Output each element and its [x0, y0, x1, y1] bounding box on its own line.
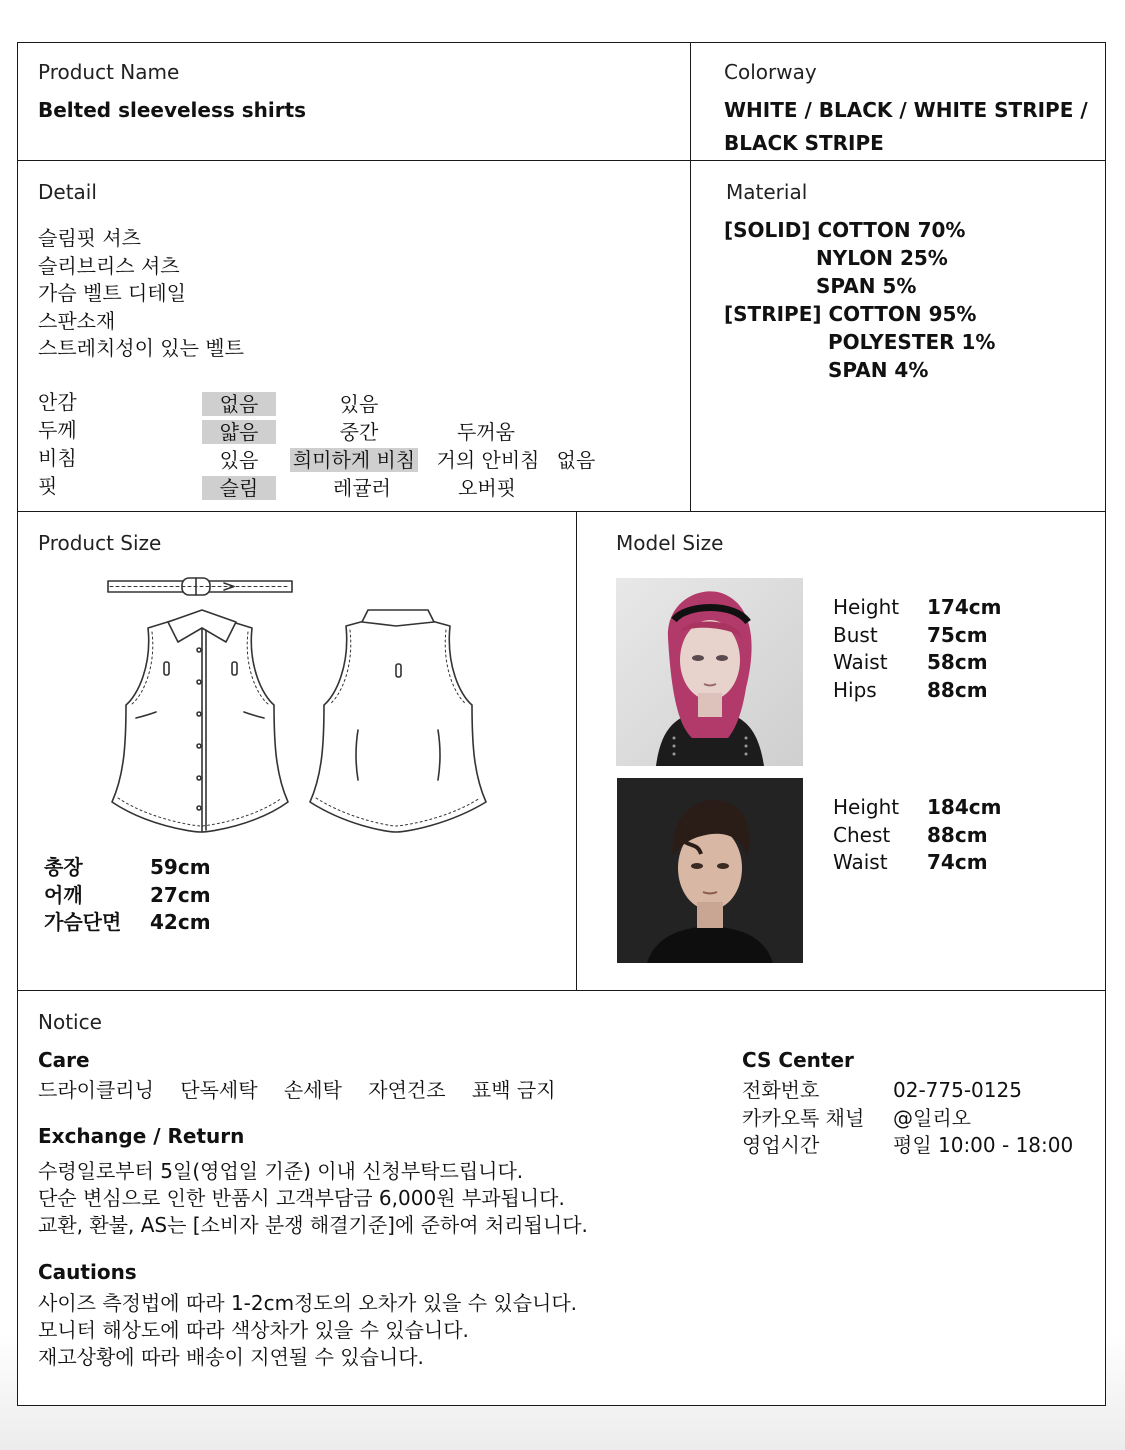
measure-row: [833, 822, 1001, 850]
attr-thickness-option: 두꺼움: [457, 420, 515, 444]
cs-kakao-channel[interactable]: @일리오: [893, 1105, 971, 1130]
cs-phone[interactable]: 02-775-0125: [893, 1078, 1022, 1102]
measure-value: 184cm: [927, 795, 1002, 819]
notice-label: Notice: [38, 1010, 102, 1034]
product-name-label: Product Name: [38, 60, 180, 84]
care-item: 드라이클리닝: [38, 1078, 154, 1102]
material-line: NYLON 25%: [816, 246, 948, 270]
measure-key: Bust: [833, 622, 878, 647]
material-line: SPAN 4%: [828, 358, 929, 382]
attr-fit-option: 레귤러: [333, 476, 391, 500]
measure-value: 74cm: [927, 850, 988, 874]
care-item: 표백 금지: [471, 1078, 556, 1102]
detail-line: 슬리브리스 셔츠: [38, 253, 180, 278]
cs-row: [742, 1077, 1073, 1105]
female-model-photo: [616, 578, 803, 766]
colorway-line-1: WHITE / BLACK / WHITE STRIPE /: [724, 98, 1088, 122]
attr-sheer-label: 비침: [38, 446, 77, 470]
divider: [17, 511, 1106, 512]
size-key: 가슴단면: [44, 910, 122, 934]
attr-sheer-option: 있음: [219, 448, 259, 472]
exchange-title: Exchange / Return: [38, 1124, 245, 1148]
detail-list: [38, 225, 244, 363]
size-value: 27cm: [150, 882, 211, 907]
measure-value: 174cm: [927, 595, 1002, 619]
material-line: POLYESTER 1%: [828, 330, 996, 354]
exchange-line: 교환, 환불, AS는 [소비자 분쟁 해결기준]에 준하여 처리됩니다.: [38, 1213, 588, 1237]
male-model-photo: [617, 778, 803, 963]
cs-key: 영업시간: [742, 1133, 820, 1157]
female-model-measurements: [833, 594, 1001, 704]
material-label: Material: [726, 180, 808, 204]
cs-row: [742, 1132, 1073, 1160]
divider: [17, 990, 1106, 991]
measure-key: Waist: [833, 850, 888, 874]
size-key: 어깨: [44, 882, 83, 907]
cs-center-title: CS Center: [742, 1048, 854, 1072]
attr-lining-option: 있음: [339, 392, 379, 416]
exchange-text: [38, 1158, 588, 1239]
measure-row: [833, 622, 1001, 650]
measure-row: [833, 677, 1001, 705]
size-value: 59cm: [150, 855, 211, 879]
attr-fit-option-selected: 슬림: [202, 476, 276, 500]
colorway-label: Colorway: [724, 60, 817, 84]
cautions-title: Cautions: [38, 1260, 137, 1284]
caution-line: 모니터 해상도에 따라 색상차가 있을 수 있습니다.: [38, 1318, 469, 1342]
shirt-front-illustration: [112, 610, 288, 832]
divider: [17, 160, 1106, 161]
attr-fit-option: 오버핏: [458, 476, 516, 500]
care-item: 자연건조: [368, 1078, 446, 1102]
colorway-line-2: BLACK STRIPE: [724, 131, 884, 155]
detail-line: 가슴 벨트 디테일: [38, 281, 186, 305]
attr-thickness-option: 중간: [339, 420, 379, 444]
detail-line: 스판소재: [38, 308, 116, 333]
material-line: [STRIPE] COTTON 95%: [724, 302, 977, 326]
divider: [576, 511, 577, 990]
measure-row: [833, 849, 1001, 877]
measure-value: 88cm: [927, 677, 988, 702]
material-list: [724, 216, 995, 384]
care-item: 손세탁: [283, 1078, 342, 1102]
measure-key: Waist: [833, 650, 888, 674]
attr-sheer-option-selected: 희미하게 비침: [290, 448, 418, 472]
attr-fit-label: 핏: [38, 474, 58, 498]
shirt-back-illustration: [310, 610, 486, 832]
size-row: [44, 882, 304, 910]
size-key: 총장: [44, 855, 83, 879]
exchange-line: 수령일로부터 5일(영업일 기준) 이내 신청부탁드립니다.: [38, 1159, 524, 1183]
attr-sheer-option: 거의 안비침: [436, 448, 540, 472]
measure-row: [833, 794, 1001, 822]
measure-key: Height: [833, 595, 900, 619]
cs-hours: 평일 10:00 - 18:00: [893, 1133, 1074, 1157]
size-row: [44, 909, 304, 937]
product-size-label: Product Size: [38, 531, 162, 555]
male-model-measurements: [833, 794, 1001, 877]
attr-thickness-option-selected: 얇음: [202, 420, 276, 444]
product-size-table: [44, 854, 304, 937]
caution-line: 사이즈 측정법에 따라 1-2cm정도의 오차가 있을 수 있습니다.: [38, 1291, 578, 1315]
model-size-label: Model Size: [616, 531, 724, 555]
cs-key: 전화번호: [742, 1078, 820, 1102]
belt-illustration: [108, 578, 292, 595]
detail-line: 스트레치성이 있는 벨트: [38, 336, 244, 360]
cs-center-info: [742, 1077, 1073, 1160]
measure-key: Chest: [833, 822, 891, 847]
cs-key: 카카오톡 채널: [742, 1105, 865, 1130]
exchange-line: 단순 변심으로 인한 반품시 고객부담금 6,000원 부과됩니다.: [38, 1186, 565, 1210]
divider: [690, 42, 691, 511]
measure-key: Height: [833, 795, 900, 819]
caution-line: 재고상황에 따라 배송이 지연될 수 있습니다.: [38, 1345, 424, 1369]
attr-sheer-option: 없음: [556, 448, 596, 472]
garment-flat-sketch: [96, 570, 506, 840]
measure-key: Hips: [833, 677, 877, 702]
measure-row: [833, 594, 1001, 622]
size-value: 42cm: [150, 910, 211, 934]
care-title: Care: [38, 1048, 90, 1072]
size-row: [44, 854, 304, 882]
cs-row: [742, 1105, 1073, 1133]
care-item: 단독세탁: [180, 1078, 258, 1102]
cautions-text: [38, 1290, 577, 1371]
product-name-value: Belted sleeveless shirts: [38, 98, 307, 122]
care-list: [38, 1077, 556, 1105]
measure-value: 58cm: [927, 650, 988, 674]
measure-value: 75cm: [927, 622, 988, 647]
attr-thickness-label: 두께: [38, 418, 77, 442]
attr-lining-label: 안감: [38, 390, 77, 414]
material-line: SPAN 5%: [816, 274, 917, 298]
detail-label: Detail: [38, 180, 97, 204]
detail-line: 슬림핏 셔츠: [38, 226, 141, 250]
attr-lining-option-selected: 없음: [202, 392, 276, 416]
material-line: [SOLID] COTTON 70%: [724, 218, 966, 242]
measure-value: 88cm: [927, 822, 988, 847]
measure-row: [833, 649, 1001, 677]
